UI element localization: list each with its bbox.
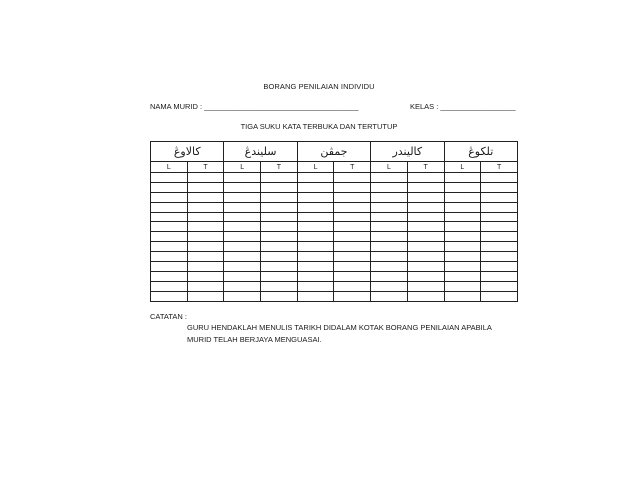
date-entry-cell[interactable] xyxy=(151,281,188,291)
table-row xyxy=(151,192,518,202)
date-entry-cell[interactable] xyxy=(187,291,224,301)
date-entry-cell[interactable] xyxy=(334,182,371,192)
date-entry-cell[interactable] xyxy=(371,281,408,291)
date-entry-cell[interactable] xyxy=(261,291,298,301)
date-entry-cell[interactable] xyxy=(334,212,371,222)
word-header-cell: كاليندر xyxy=(371,142,444,162)
date-entry-cell[interactable] xyxy=(297,173,334,183)
date-entry-cell[interactable] xyxy=(444,252,481,262)
date-entry-cell[interactable] xyxy=(481,242,518,252)
date-entry-cell[interactable] xyxy=(261,252,298,262)
date-entry-cell[interactable] xyxy=(151,182,188,192)
table-row xyxy=(151,202,518,212)
date-entry-cell[interactable] xyxy=(481,281,518,291)
form-subtitle: TIGA SUKU KATA TERBUKA DAN TERTUTUP xyxy=(240,122,398,131)
date-entry-cell[interactable] xyxy=(224,182,261,192)
date-entry-cell[interactable] xyxy=(297,182,334,192)
date-entry-cell[interactable] xyxy=(334,281,371,291)
date-entry-cell[interactable] xyxy=(151,173,188,183)
table-row xyxy=(151,271,518,281)
date-entry-cell[interactable] xyxy=(261,222,298,232)
date-entry-cell[interactable] xyxy=(187,182,224,192)
notes-line-2: MURID TELAH BERJAYA MENGUASAI. xyxy=(187,335,322,344)
date-entry-cell[interactable] xyxy=(224,262,261,272)
word-header-cell: سليندڠ xyxy=(224,142,297,162)
column-header-l: L xyxy=(371,162,408,173)
column-header-l: L xyxy=(297,162,334,173)
date-entry-cell[interactable] xyxy=(297,242,334,252)
date-entry-cell[interactable] xyxy=(481,271,518,281)
date-entry-cell[interactable] xyxy=(407,182,444,192)
date-entry-cell[interactable] xyxy=(261,281,298,291)
date-entry-cell[interactable] xyxy=(407,242,444,252)
column-header-t: T xyxy=(334,162,371,173)
date-entry-cell[interactable] xyxy=(261,232,298,242)
table-row xyxy=(151,242,518,252)
date-entry-cell[interactable] xyxy=(334,252,371,262)
date-entry-cell[interactable] xyxy=(224,173,261,183)
date-entry-cell[interactable] xyxy=(187,262,224,272)
column-header-l: L xyxy=(224,162,261,173)
date-entry-cell[interactable] xyxy=(444,291,481,301)
date-entry-cell[interactable] xyxy=(371,242,408,252)
date-entry-cell[interactable] xyxy=(187,202,224,212)
date-entry-cell[interactable] xyxy=(334,222,371,232)
date-entry-cell[interactable] xyxy=(187,222,224,232)
date-entry-cell[interactable] xyxy=(297,192,334,202)
date-entry-cell[interactable] xyxy=(151,212,188,222)
date-entry-cell[interactable] xyxy=(224,232,261,242)
date-entry-cell[interactable] xyxy=(371,202,408,212)
date-entry-cell[interactable] xyxy=(407,252,444,262)
date-entry-cell[interactable] xyxy=(187,242,224,252)
date-entry-cell[interactable] xyxy=(481,291,518,301)
date-entry-cell[interactable] xyxy=(151,192,188,202)
date-entry-cell[interactable] xyxy=(334,192,371,202)
date-entry-cell[interactable] xyxy=(481,173,518,183)
date-entry-cell[interactable] xyxy=(297,212,334,222)
date-entry-cell[interactable] xyxy=(481,182,518,192)
date-entry-cell[interactable] xyxy=(187,192,224,202)
date-entry-cell[interactable] xyxy=(224,202,261,212)
date-entry-cell[interactable] xyxy=(444,182,481,192)
word-header-row xyxy=(151,142,518,162)
date-entry-cell[interactable] xyxy=(261,173,298,183)
table-row xyxy=(151,291,518,301)
date-entry-cell[interactable] xyxy=(444,232,481,242)
date-entry-cell[interactable] xyxy=(444,271,481,281)
date-entry-cell[interactable] xyxy=(407,212,444,222)
date-entry-cell[interactable] xyxy=(444,212,481,222)
word-header-cell: تلكوڠ xyxy=(444,142,518,162)
table-row xyxy=(151,281,518,291)
date-entry-cell[interactable] xyxy=(334,291,371,301)
date-entry-cell[interactable] xyxy=(224,212,261,222)
date-entry-cell[interactable] xyxy=(334,271,371,281)
table-row xyxy=(151,173,518,183)
date-entry-cell[interactable] xyxy=(151,271,188,281)
date-entry-cell[interactable] xyxy=(444,202,481,212)
notes-text xyxy=(187,322,527,346)
date-entry-cell[interactable] xyxy=(261,271,298,281)
date-entry-cell[interactable] xyxy=(371,222,408,232)
lt-header-row xyxy=(151,162,518,173)
column-header-t: T xyxy=(187,162,224,173)
date-entry-cell[interactable] xyxy=(407,291,444,301)
date-entry-cell[interactable] xyxy=(407,202,444,212)
date-entry-cell[interactable] xyxy=(224,242,261,252)
date-entry-cell[interactable] xyxy=(407,222,444,232)
date-entry-cell[interactable] xyxy=(444,173,481,183)
date-entry-cell[interactable] xyxy=(151,242,188,252)
table-row xyxy=(151,222,518,232)
date-entry-cell[interactable] xyxy=(481,212,518,222)
date-entry-cell[interactable] xyxy=(297,252,334,262)
date-entry-cell[interactable] xyxy=(297,202,334,212)
date-entry-cell[interactable] xyxy=(187,232,224,242)
column-header-l: L xyxy=(444,162,481,173)
date-entry-cell[interactable] xyxy=(297,271,334,281)
date-entry-cell[interactable] xyxy=(481,262,518,272)
date-entry-cell[interactable] xyxy=(371,291,408,301)
date-entry-cell[interactable] xyxy=(151,262,188,272)
date-entry-cell[interactable] xyxy=(481,222,518,232)
date-entry-cell[interactable] xyxy=(187,271,224,281)
date-entry-cell[interactable] xyxy=(261,242,298,252)
date-entry-cell[interactable] xyxy=(297,281,334,291)
date-entry-cell[interactable] xyxy=(151,291,188,301)
date-entry-cell[interactable] xyxy=(407,281,444,291)
date-entry-cell[interactable] xyxy=(187,252,224,262)
date-entry-cell[interactable] xyxy=(371,232,408,242)
date-entry-cell[interactable] xyxy=(224,252,261,262)
date-entry-cell[interactable] xyxy=(224,192,261,202)
date-entry-cell[interactable] xyxy=(334,232,371,242)
date-entry-cell[interactable] xyxy=(371,262,408,272)
date-entry-cell[interactable] xyxy=(187,173,224,183)
word-header-cell: كالاوڠ xyxy=(151,142,224,162)
date-entry-cell[interactable] xyxy=(261,212,298,222)
date-entry-cell[interactable] xyxy=(481,232,518,242)
date-entry-cell[interactable] xyxy=(261,262,298,272)
table-row xyxy=(151,182,518,192)
date-entry-cell[interactable] xyxy=(151,202,188,212)
date-entry-cell[interactable] xyxy=(224,281,261,291)
date-entry-cell[interactable] xyxy=(261,202,298,212)
date-entry-cell[interactable] xyxy=(371,192,408,202)
class-field: KELAS : __________________ xyxy=(410,102,516,111)
date-entry-cell[interactable] xyxy=(407,173,444,183)
notes-label: CATATAN : xyxy=(150,312,187,321)
column-header-l: L xyxy=(151,162,188,173)
date-entry-cell[interactable] xyxy=(261,182,298,192)
date-entry-cell[interactable] xyxy=(297,262,334,272)
date-entry-cell[interactable] xyxy=(407,192,444,202)
date-entry-cell[interactable] xyxy=(444,192,481,202)
date-entry-cell[interactable] xyxy=(444,262,481,272)
date-entry-cell[interactable] xyxy=(334,262,371,272)
date-entry-cell[interactable] xyxy=(334,202,371,212)
date-entry-cell[interactable] xyxy=(187,281,224,291)
column-header-t: T xyxy=(407,162,444,173)
table-row xyxy=(151,252,518,262)
date-entry-cell[interactable] xyxy=(407,262,444,272)
word-header-cell: جمڤن xyxy=(297,142,370,162)
table-row xyxy=(151,232,518,242)
assessment-table xyxy=(150,141,518,302)
date-entry-cell[interactable] xyxy=(444,281,481,291)
column-header-t: T xyxy=(261,162,298,173)
date-entry-cell[interactable] xyxy=(407,232,444,242)
date-entry-cell[interactable] xyxy=(187,212,224,222)
date-entry-cell[interactable] xyxy=(334,173,371,183)
date-entry-cell[interactable] xyxy=(481,252,518,262)
date-entry-cell[interactable] xyxy=(261,192,298,202)
date-entry-cell[interactable] xyxy=(371,173,408,183)
date-entry-cell[interactable] xyxy=(297,232,334,242)
date-entry-cell[interactable] xyxy=(444,222,481,232)
table-row xyxy=(151,212,518,222)
student-name-field: NAMA MURID : _____________________________________ xyxy=(150,102,359,111)
date-entry-cell[interactable] xyxy=(481,202,518,212)
table-row xyxy=(151,262,518,272)
date-entry-cell[interactable] xyxy=(151,232,188,242)
date-entry-cell[interactable] xyxy=(297,222,334,232)
date-entry-cell[interactable] xyxy=(407,271,444,281)
date-entry-cell[interactable] xyxy=(151,222,188,232)
date-entry-cell[interactable] xyxy=(224,222,261,232)
column-header-t: T xyxy=(481,162,518,173)
date-entry-cell[interactable] xyxy=(371,212,408,222)
form-title: BORANG PENILAIAN INDIVIDU xyxy=(263,82,375,91)
assessment-table-body xyxy=(151,173,518,302)
date-entry-cell[interactable] xyxy=(151,252,188,262)
notes-line-1: GURU HENDAKLAH MENULIS TARIKH DIDALAM KOTAK BORANG PENILAIAN APABILA xyxy=(187,323,492,332)
date-entry-cell[interactable] xyxy=(371,252,408,262)
date-entry-cell[interactable] xyxy=(371,182,408,192)
date-entry-cell[interactable] xyxy=(444,242,481,252)
date-entry-cell[interactable] xyxy=(297,291,334,301)
date-entry-cell[interactable] xyxy=(481,192,518,202)
date-entry-cell[interactable] xyxy=(224,271,261,281)
date-entry-cell[interactable] xyxy=(224,291,261,301)
date-entry-cell[interactable] xyxy=(334,242,371,252)
date-entry-cell[interactable] xyxy=(371,271,408,281)
